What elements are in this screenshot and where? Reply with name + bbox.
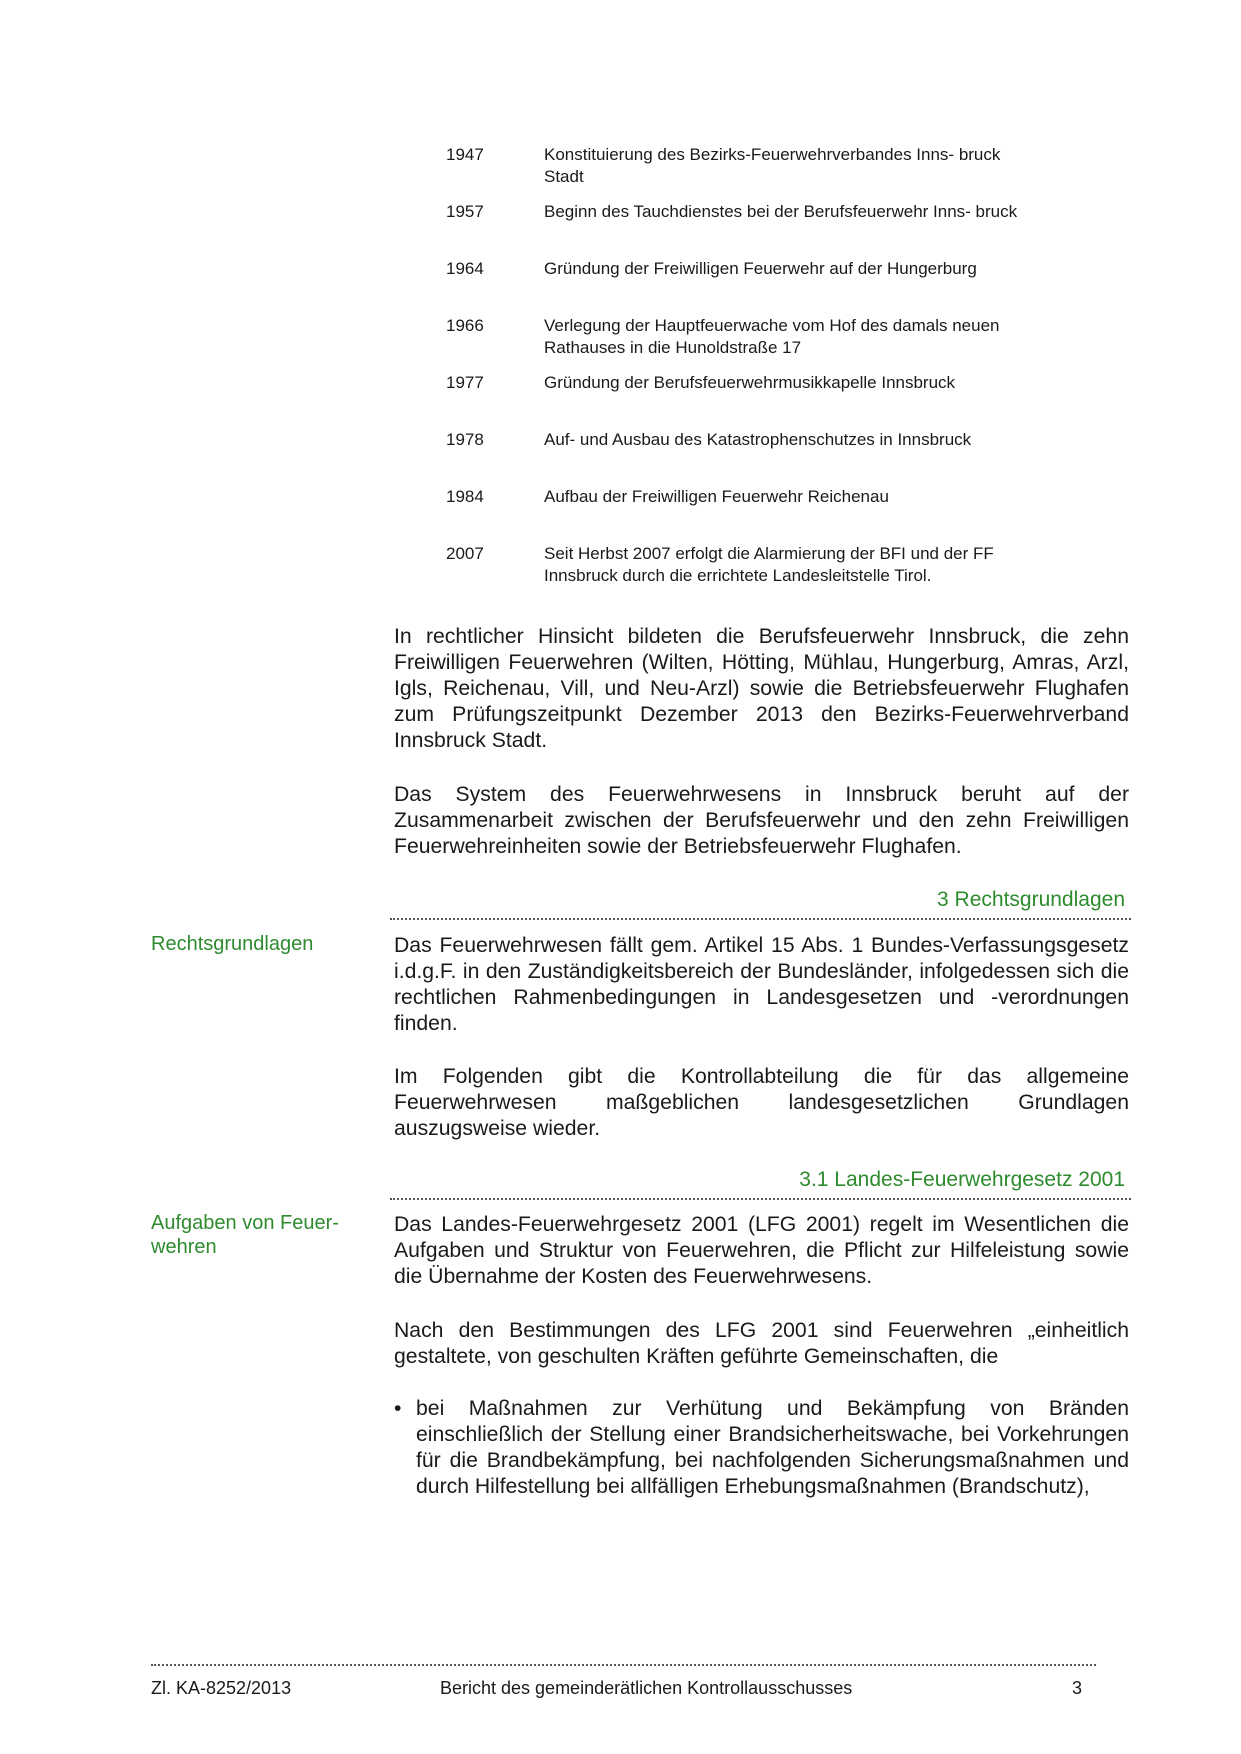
timeline-text: Verlegung der Hauptfeuerwache vom Hof des damals neuen Rathauses in die Hunoldstraße 17 (544, 316, 1000, 357)
bullet-icon: • (394, 1397, 402, 1420)
timeline-text: Gründung der Freiwilligen Feuerwehr auf der Hungerburg (544, 259, 977, 278)
timeline-text: Auf- und Ausbau des Katastrophenschutzes in Innsbruck (544, 430, 972, 449)
timeline-row-1977 (446, 372, 1034, 394)
section-divider (390, 918, 1131, 920)
timeline-row-1964 (446, 258, 1034, 280)
margin-note-rechtsgrundlagen: Rechtsgrundlagen (151, 933, 314, 955)
paragraph-lfg-definition: Nach den Bestimmungen des LFG 2001 sind Feuerwehren „einheitlich gestaltete, von geschulten Kräften geführte Gemeinschaften, die (394, 1319, 1129, 1368)
timeline-row-1947 (446, 144, 1034, 188)
timeline-text: Aufbau der Freiwilligen Feuerwehr Reichenau (544, 487, 889, 506)
timeline-row-1957 (446, 201, 1034, 223)
timeline-text: Konstituierung des Bezirks-Feuerwehrverbandes Inns- bruck Stadt (544, 145, 1001, 186)
timeline-text: Seit Herbst 2007 erfolgt die Alarmierung der BFI und der FF Innsbruck durch die errichtete Landesleitstelle Tirol. (544, 544, 994, 585)
paragraph-system: Das System des Feuerwehrwesens in Innsbruck beruht auf der Zusammenarbeit zwischen der Berufsfeuerwehr und den zehn Freiwilligen Feuerwehreinheiten sowie der Betriebsfeuerwehr Flughafen. (394, 783, 1129, 858)
timeline-year: 1947 (446, 145, 484, 164)
section-divider (390, 1198, 1131, 1200)
section-heading-3-1: 3.1 Landes-Feuerwehrgesetz 2001 (799, 1168, 1125, 1191)
timeline-year: 1978 (446, 430, 484, 449)
timeline-year: 1977 (446, 373, 484, 392)
timeline-year: 1966 (446, 316, 484, 335)
section-heading-3: 3 Rechtsgrundlagen (937, 888, 1125, 911)
timeline-row-1978 (446, 429, 1034, 451)
paragraph-legal-composition: In rechtlicher Hinsicht bildeten die Berufsfeuerwehr Innsbruck, die zehn Freiwilligen Feuerwehren (Wilten, Hötting, Mühlau, Hungerburg, Amras, Arzl, Igls, Reichenau, Vill, und Neu-Arzl) sowie die Betriebsfeuerwehr Flughafen zum Prüfungszeitpunkt Dezember 2013 den Bezirks-Feuerwehrverband Innsbruck Stadt. (394, 625, 1129, 752)
margin-note-aufgaben: Aufgaben von Feuer- wehren (151, 1212, 339, 1258)
paragraph-overview: Im Folgenden gibt die Kontrollabteilung die für das allgemeine Feuerwehrwesen maßgeblichen landesgesetzlichen Grundlagen auszugsweise wieder. (394, 1065, 1129, 1140)
timeline-text: Beginn des Tauchdienstes bei der Berufsfeuerwehr Inns- bruck (544, 202, 1018, 221)
timeline-text: Gründung der Berufsfeuerwehrmusikkapelle Innsbruck (544, 373, 956, 392)
page-number: 3 (1072, 1678, 1083, 1698)
timeline-row-2007 (446, 543, 1034, 587)
timeline-year: 1984 (446, 487, 484, 506)
timeline-year: 1964 (446, 259, 484, 278)
timeline-row-1966 (446, 315, 1034, 359)
list-item-text: bei Maßnahmen zur Verhütung und Bekämpfung von Bränden einschließlich der Stellung einer Brandsicherheitswache, bei Vorkehrungen für die Brandbekämpfung, bei nachfolgenden Sicherungsmaßnahmen und durch Hilfestellung bei allfälligen Erhebungsmaßnahmen (Brandschutz), (416, 1397, 1129, 1498)
list-item (394, 1396, 1129, 1500)
timeline-year: 1957 (446, 202, 484, 221)
footer-divider (151, 1664, 1096, 1666)
timeline-year: 2007 (446, 544, 484, 563)
footer-title: Bericht des gemeinderätlichen Kontrollausschusses (440, 1678, 853, 1698)
paragraph-lfg-scope: Das Landes-Feuerwehrgesetz 2001 (LFG 2001) regelt im Wesentlichen die Aufgaben und Struktur von Feuerwehren, die Pflicht zur Hilfeleistung sowie die Übernahme der Kosten des Feuerwehrwesens. (394, 1213, 1129, 1288)
paragraph-federal-law: Das Feuerwehrwesen fällt gem. Artikel 15 Abs. 1 Bundes-Verfassungsgesetz i.d.g.F. in den Zuständigkeitsbereich der Bundesländer, infolgedessen sich die rechtlichen Rahmenbedingungen in Landesgesetzen und -verordnungen finden. (394, 934, 1129, 1035)
footer-reference: Zl. KA-8252/2013 (151, 1678, 292, 1698)
timeline-row-1984 (446, 486, 1034, 508)
